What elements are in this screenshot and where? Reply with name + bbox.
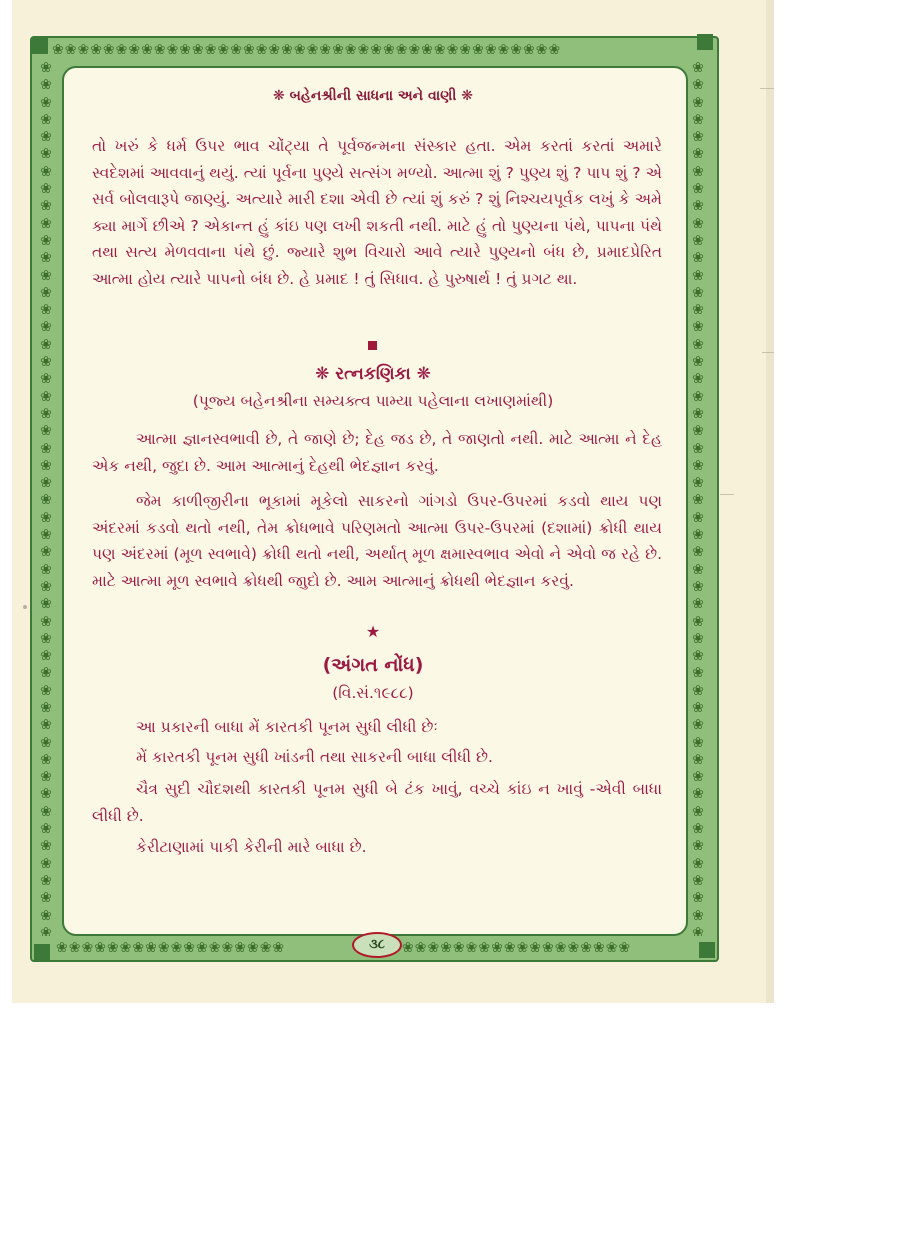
page-edge-shadow [766, 0, 774, 1003]
corner-square-icon [699, 942, 715, 958]
flower-icon-row-top: ❀❀❀❀❀❀❀❀❀❀❀❀❀❀❀❀❀❀❀❀❀❀❀❀❀❀❀❀❀❀❀❀❀❀❀❀❀❀❀❀ [52, 42, 562, 58]
flower-icon-row-bottom-right: ❀❀❀❀❀❀❀❀❀❀❀❀❀❀❀❀❀❀ [402, 940, 632, 956]
flower-icon-column-left: ❀❀❀❀❀❀❀❀❀❀❀❀❀❀❀❀❀❀❀❀❀❀❀❀❀❀❀❀❀❀❀❀❀❀❀❀❀❀❀❀❀❀❀❀❀❀❀❀❀❀❀ [40, 60, 52, 936]
star-icon: ★ [365, 622, 381, 641]
flower-icon-column-right: ❀❀❀❀❀❀❀❀❀❀❀❀❀❀❀❀❀❀❀❀❀❀❀❀❀❀❀❀❀❀❀❀❀❀❀❀❀❀❀❀❀❀❀❀❀❀❀❀❀❀❀ [692, 60, 704, 936]
scan-mark [720, 494, 734, 495]
note-line: મેં કારતકી પૂનમ સુધી ખાંડની તથા સાકરની બાધા લીધી છે. [136, 748, 493, 766]
section-title-personal-note: (અંગત નોંધ) [322, 654, 424, 676]
section-subtitle-ratnakanika: (પૂજ્ય બહેનશ્રીના સમ્યક્ત્વ પામ્યા પહેલાના લખાણમાંથી) [192, 392, 554, 410]
corner-square-icon [34, 944, 50, 960]
section-title-ratnakanika: ❋ રત્નકણિકા ❋ [315, 364, 431, 384]
scan-mark [762, 352, 774, 353]
paragraph-analogy: જેમ કાળીજીરીના ભૂકામાં મૂકેલો સાકરનો ગાંગડો ઉપર-ઉપરમાં કડવો થાય પણ અંદરમાં કડવો થતો નથી, તેમ ક્રોધભાવે પરિણમતો આત્મા ઉપર-ઉપરમાં (દશામાં) ક્રોધી થાય પણ અંદરમાં (મૂળ સ્વભાવે) ક્રોધી થતો નથી, અર્થાત્ મૂળ ક્ષમાસ્વભાવ એવો ને એવો જ રહે છે. માટે આત્મા મૂળ સ્વભાવે ક્રોધથી જાુદો છે. આમ આત્માનું ક્રોધથી ભેદજ્ઞાન કરવું. [92, 492, 662, 590]
note-line: ચૈત્ર સુદી ચૌદશથી કારતકી પૂનમ સુધી બે ટંક ખાવું, વચ્ચે કાંઇ ન ખાવું -એવી બાધા લીધી છે. [92, 780, 662, 825]
scan-speck [23, 605, 27, 609]
scan-mark [760, 88, 774, 89]
corner-square-icon [697, 34, 713, 50]
flower-icon-row-bottom-left: ❀❀❀❀❀❀❀❀❀❀❀❀❀❀❀❀❀❀ [56, 940, 286, 956]
paragraph-intro: તો ખરું કે ધર્મ ઉપર ભાવ ચોંટ્યા તે પૂર્વજન્મના સંસ્કાર હતા. એમ કરતાં કરતાં અમારે સ્વદેશમાં આવવાનું થયું. ત્યાં પૂર્વના પુણ્યે સત્સંગ મળ્યો. આત્મા શું ? પુણ્ય શું ? પાપ શું ? એ સર્વ બોલવારૂપે જાણ્યું. અત્યારે મારી દશા એવી છે ત્યાં શું કરું ? શું નિશ્ચયપૂર્વક લખું કે અમે ક્યા માર્ગે છીએ ? એકાન્ત હું કાંઇ પણ લખી શકતી નથી. માટે હું તો પુણ્યના પંથે, પાપના પંથે તથા સત્ય મેળવવાના પંથે છું. જ્યારે શુભ વિચારો આવે ત્યારે પુણ્યનો બંધ છે, પ્રમાદપ્રેરિત આત્મા હોય ત્યારે પાપનો બંધ છે. હે પ્રમાદ ! તું સિધાવ. હે પુરુષાર્થ ! તું પ્રગટ થા. [92, 137, 662, 288]
running-header: ❋ બહેનશ્રીની સાધના અને વાણી ❋ [273, 88, 473, 104]
section-subtitle-date: (વિ.સં.૧૯૮૮) [332, 684, 414, 702]
note-line: કેરીટાણામાં પાકી કેરીની મારે બાધા છે. [136, 838, 367, 856]
page-number: ૩૮ [352, 932, 402, 958]
separator-square-icon [368, 341, 377, 350]
corner-square-icon [32, 38, 48, 54]
paragraph-knowledge: આત્મા જ્ઞાનસ્વભાવી છે, તે જાણે છે; દેહ જડ છે, તે જાણતો નથી. માટે આત્મા ને દેહ એક નથી, જુદા છે. આમ આત્માનું દેહથી ભેદજ્ઞાન કરવું. [92, 430, 662, 475]
note-line: આ પ્રકારની બાધા મેં કારતકી પૂનમ સુધી લીધી છેઃ [136, 718, 438, 736]
